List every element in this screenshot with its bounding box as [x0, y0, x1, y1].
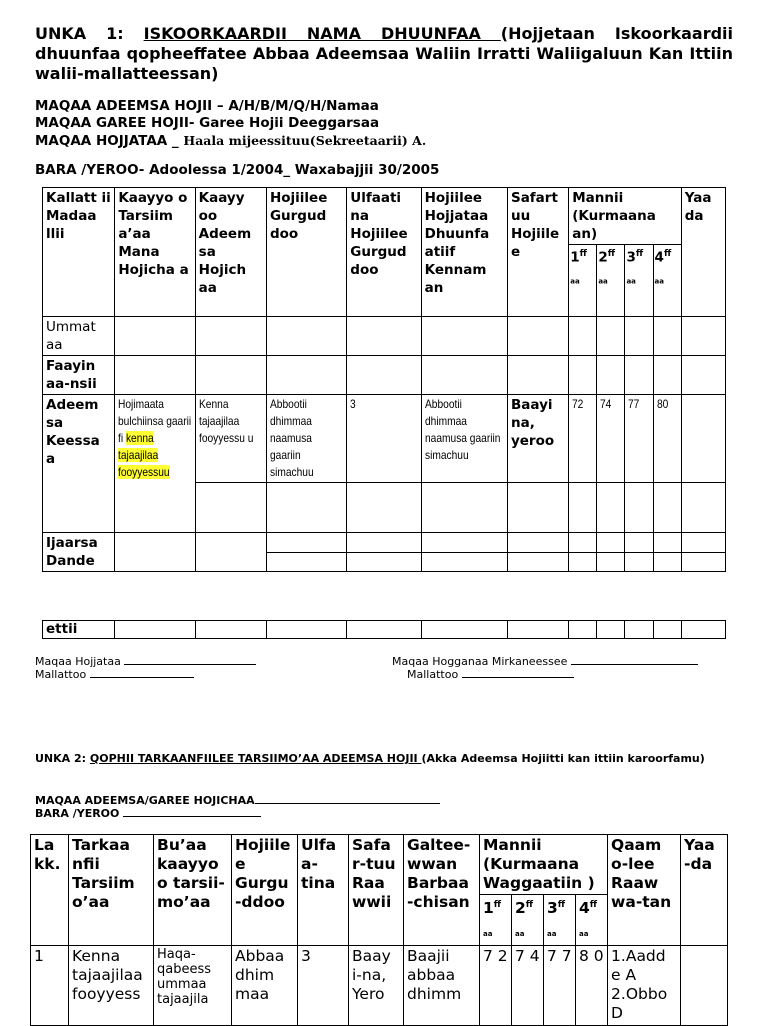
cell-dhuunfaa: Abbootii dhimmaa naamusa gaariin simachuu — [421, 395, 507, 483]
t2-header-yaada: Yaa -da — [681, 835, 728, 946]
t2-quarter-3: $3^{ff}$ $_{aa}$ — [544, 895, 576, 946]
table-row — [43, 533, 726, 553]
section2-title: QOPHII TARKAANFIILEE TARSIIMO’AA ADEEMSA HOJII — [89, 752, 422, 765]
t2-header-mannii: Mannii (Kurmaana Waggaatiin ) — [480, 835, 608, 895]
cell-safartuu: Baayi na, yeroo — [507, 395, 568, 483]
cell-hojiilee: Abbootii dhimmaa naamusa gaariin simachuu — [266, 395, 346, 483]
scorecard-table-continued — [42, 620, 726, 639]
t2-quarter-4: $4^{ff}$ $_{aa}$ — [576, 895, 608, 946]
table-row — [43, 395, 726, 483]
header-yaada: Yaa da — [681, 188, 725, 317]
cell-kaayyo: Hojimaata bulchiinsa gaarii fi kenna tajaajilaa fooyyessuu — [115, 395, 195, 533]
t2-cell-galtee: Baajii abbaa dhimm — [404, 946, 480, 1026]
header-ulfaatina: Ulfaati na Hojiilee Gurgud doo — [347, 188, 421, 317]
meta-hojjataa-label: MAQAA HOJJATAA _ — [35, 133, 179, 149]
t2-header-hojiilee: Hojiile e Gurgu -ddoo — [232, 835, 298, 946]
section2-meta-adeemsa: MAQAA ADEEMSA/GAREE HOJICHAA — [35, 793, 440, 807]
t2-header-tarkaanfii: Tarkaa nfii Tarsiim o’aa — [69, 835, 154, 946]
signature-mallattoo-hogganaa: Mallattoo — [407, 667, 574, 681]
cell-q1: 72 — [569, 395, 597, 483]
row-label-faayinaansii: Faayin aa-nsii — [43, 356, 115, 395]
meta-garee: MAQAA GAREE HOJII- Garee Hojii Deeggarsaa — [35, 115, 380, 131]
row-label-ummataa: Ummat aa — [43, 317, 115, 356]
t2-cell-ulfaatina: 3 — [298, 946, 349, 1026]
cell-ulfaatina: 3 — [347, 395, 421, 483]
signature-hogganaa: Maqaa Hogganaa Mirkaneessee — [392, 654, 698, 668]
t2-header-galtee: Galtee-wwan Barbaa -chisan — [404, 835, 480, 946]
cell-q3: 77 — [625, 395, 653, 483]
cell-q2: 74 — [597, 395, 625, 483]
header-kaayyoo-adeemsa: Kaayy oo Adeem sa Hojich aa — [195, 188, 266, 317]
cell-q4: 80 — [653, 395, 681, 483]
table-row — [43, 356, 726, 395]
signature-mallattoo: Mallattoo — [35, 667, 194, 681]
t2-quarter-1: $1^{ff}$ $_{aa}$ — [480, 895, 512, 946]
meta-hojjataa — [35, 132, 426, 150]
signature-hojjataa: Maqaa Hojjataa — [35, 654, 256, 668]
scorecard-subtitle: (Hojjetaan Iskoorkaardii dhuunfaa qopheeffatee Abbaa Adeemsaa Waliin Irratti Waliigaluun Kan Ittiin walii-mallatteessan) — [35, 24, 734, 83]
row-label-ettii: ettii — [43, 621, 115, 639]
t2-header-lakk: La kk. — [31, 835, 69, 946]
header-hojiilee-dhuunfaa: Hojiilee Hojjataa Dhuunfa atiif Kennam an — [421, 188, 507, 317]
section2-heading — [35, 752, 733, 765]
t2-cell-hojiilee: Abbaa dhim maa — [232, 946, 298, 1026]
header-kaayyoo-tarsiimaa: Kaayyo o Tarsiim a’aa Mana Hojicha a — [115, 188, 195, 317]
t2-header-qaamolee: Qaam o-lee Raaw wa-tan — [608, 835, 681, 946]
t2-cell-q4: 8 0 — [576, 946, 608, 1026]
meta-adeemsa: MAQAA ADEEMSA HOJII – A/H/B/M/Q/H/Namaa — [35, 98, 379, 114]
t2-header-safartuu: Safa r-tuu Raa wwii — [349, 835, 404, 946]
t2-cell-safartuu: Baay i-na, Yero — [349, 946, 404, 1026]
header-kallattii: Kallatt ii Madaa llii — [43, 188, 115, 317]
unit-label: UNKA 1: — [35, 24, 124, 43]
quarter-3: $3^{ff}$ $_{aa}$ — [625, 245, 653, 317]
scorecard-title: ISKOORKAARDII NAMA DHUUNFAA — [143, 24, 501, 43]
quarter-4: $4^{ff}$ $_{aa}$ — [653, 245, 681, 317]
header-row — [43, 188, 726, 245]
header-hojiilee-gurguddoo: Hojiilee Gurgud doo — [266, 188, 346, 317]
section2-subtitle: (Akka Adeemsa Hojiitti kan ittiin karoorfamu) — [421, 752, 705, 765]
t2-quarter-2: $2^{ff}$ $_{aa}$ — [512, 895, 544, 946]
cell-adeemsa: Kenna tajaajilaa fooyyessu u — [195, 395, 266, 483]
t2-cell-lakk: 1 — [31, 946, 69, 1026]
quarter-1: $1^{ff}$ $_{aa}$ — [569, 245, 597, 317]
header-row — [31, 835, 728, 895]
quarter-2: $2^{ff}$ $_{aa}$ — [597, 245, 625, 317]
row-label-ijaarsa: Ijaarsa Dande — [43, 533, 115, 572]
scorecard-table — [42, 187, 726, 572]
strategic-actions-table — [30, 834, 728, 1026]
meta-hojjataa-value: Haala mijeessituu(Sekreetaarii) A. — [183, 133, 427, 148]
table-row — [31, 946, 728, 1026]
section1-heading — [35, 24, 733, 84]
meta-period: BARA /YEROO- Adoolessa 1/2004_ Waxabajjii 30/2005 — [35, 162, 440, 178]
highlighted-text: kenna tajaajilaa fooyyessuu — [118, 431, 170, 479]
table-row — [43, 621, 726, 639]
t2-header-buaa: Bu’aa kaayyo o tarsii-mo’aa — [154, 835, 232, 946]
t2-cell-qaamolee: 1.Aadd e A 2.Obbo D — [608, 946, 681, 1026]
header-mannii: Mannii (Kurmaana an) — [569, 188, 681, 245]
t2-cell-q3: 7 7 — [544, 946, 576, 1026]
header-safartuu: Safart uu Hojiile e — [507, 188, 568, 317]
table-row — [43, 317, 726, 356]
t2-cell-q1: 7 2 — [480, 946, 512, 1026]
t2-cell-buaa: Haqa-qabeess ummaa tajaajila — [154, 946, 232, 1026]
t2-header-ulfaatina: Ulfa a-tina — [298, 835, 349, 946]
section2-meta-period: BARA /YEROO — [35, 806, 261, 820]
row-label-adeemsa-keessaa: Adeem sa Keessa a — [43, 395, 115, 533]
t2-cell-q2: 7 4 — [512, 946, 544, 1026]
unit2-label: UNKA 2: — [35, 752, 87, 765]
t2-cell-tarkaanfii: Kenna tajaajilaa fooyyess — [69, 946, 154, 1026]
